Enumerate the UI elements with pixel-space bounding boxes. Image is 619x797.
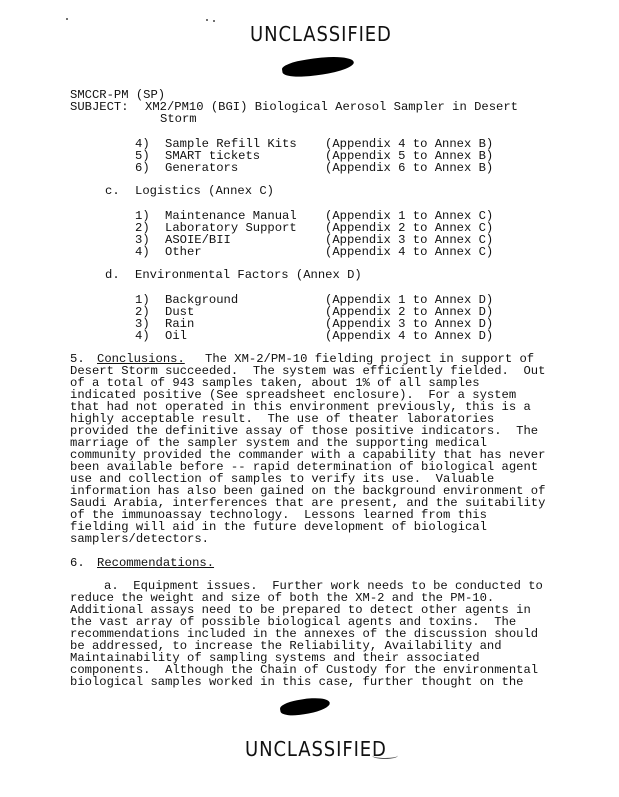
list-item-number: 2) bbox=[135, 305, 150, 319]
section-c-letter: c. bbox=[105, 184, 120, 198]
para6-line: biological samples worked in this case, further thought on the bbox=[70, 675, 524, 689]
classification-banner-bottom: UNCLASSIFIED bbox=[245, 737, 387, 761]
para5-number: 5. bbox=[70, 352, 85, 366]
para6-line: the vast array of possible biological agents and toxins. The bbox=[70, 615, 517, 629]
office-symbol: SMCCR-PM (SP) bbox=[70, 88, 166, 102]
list-item-reference: (Appendix 6 to Annex B) bbox=[325, 161, 494, 175]
para6-line: Maintainability of sampling systems and their associated bbox=[70, 651, 480, 665]
subject-label: SUBJECT: bbox=[70, 100, 129, 114]
list-item-label: Oil bbox=[165, 329, 187, 343]
para5-line: Saudi Arabia, interferences that are present, and the suitability bbox=[70, 496, 546, 510]
list-item-number: 5) bbox=[135, 149, 150, 163]
redaction-mark-bottom bbox=[279, 695, 331, 718]
list-item-reference: (Appendix 2 to Annex D) bbox=[325, 305, 494, 319]
scan-speck bbox=[213, 20, 215, 22]
list-item-number: 3) bbox=[135, 317, 150, 331]
list-item-label: Laboratory Support bbox=[165, 221, 297, 235]
list-item-reference: (Appendix 4 to Annex D) bbox=[325, 329, 494, 343]
para5-line: provided the definitive assay of those positive indicators. The bbox=[70, 424, 539, 438]
para6-sub-a-first-line: a. Equipment issues. Further work needs to be conducted to bbox=[104, 579, 543, 593]
para5-line: highly acceptable result. The use of theater laboratories bbox=[70, 412, 495, 426]
para6-heading: Recommendations. bbox=[97, 556, 215, 570]
para5-line: of the immunoassay technology. Lessons learned from this bbox=[70, 508, 487, 522]
list-item-number: 1) bbox=[135, 209, 150, 223]
subject-line-2: Storm bbox=[160, 112, 197, 126]
list-item-reference: (Appendix 4 to Annex C) bbox=[325, 245, 494, 259]
section-d-title: Environmental Factors (Annex D) bbox=[135, 268, 362, 282]
list-item-label: Generators bbox=[165, 161, 239, 175]
list-item-number: 4) bbox=[135, 137, 150, 151]
para5-heading: Conclusions. bbox=[97, 352, 185, 366]
list-item-reference: (Appendix 1 to Annex D) bbox=[325, 293, 494, 307]
list-item-label: Background bbox=[165, 293, 239, 307]
para5-line: samplers/detectors. bbox=[70, 532, 209, 546]
para5-line: of a total of 943 samples taken, about 1% of all samples bbox=[70, 376, 480, 390]
para5-line: that had not operated in this environment previously, this is a bbox=[70, 400, 531, 414]
list-item-number: 2) bbox=[135, 221, 150, 235]
list-item-label: ASOIE/BII bbox=[165, 233, 231, 247]
list-item-reference: (Appendix 3 to Annex D) bbox=[325, 317, 494, 331]
scan-speck bbox=[206, 19, 208, 21]
para5-line: community provided the commander with a capability that has never bbox=[70, 448, 546, 462]
list-item-number: 1) bbox=[135, 293, 150, 307]
para6-number: 6. bbox=[70, 556, 85, 570]
para6-line: reduce the weight and size of both the XM-2 and the PM-10. bbox=[70, 591, 495, 605]
scan-speck bbox=[66, 18, 68, 20]
para5-line: use and collection of samples to verify its use. Valuable bbox=[70, 472, 495, 486]
section-d-letter: d. bbox=[105, 268, 120, 282]
para6-line: components. Although the Chain of Custody for the environmental bbox=[70, 663, 539, 677]
list-item-label: SMART tickets bbox=[165, 149, 261, 163]
para5-line: information has also been gained on the background environment of bbox=[70, 484, 546, 498]
list-item-label: Sample Refill Kits bbox=[165, 137, 297, 151]
list-item-reference: (Appendix 1 to Annex C) bbox=[325, 209, 494, 223]
list-item-reference: (Appendix 3 to Annex C) bbox=[325, 233, 494, 247]
scan-squiggle bbox=[372, 752, 398, 759]
para6-line: recommendations included in the annexes of the discussion should bbox=[70, 627, 539, 641]
list-item-reference: (Appendix 5 to Annex B) bbox=[325, 149, 494, 163]
para5-line: been available before -- rapid determination of biological agent bbox=[70, 460, 539, 474]
subject-line-1: XM2/PM10 (BGI) Biological Aerosol Sampler in Desert bbox=[145, 100, 518, 114]
list-item-label: Dust bbox=[165, 305, 195, 319]
para5-line: fielding will aid in the future development of biological bbox=[70, 520, 487, 534]
list-item-label: Other bbox=[165, 245, 202, 259]
section-c-title: Logistics (Annex C) bbox=[135, 184, 274, 198]
para6-line: Additional assays need to be prepared to detect other agents in bbox=[70, 603, 531, 617]
classification-banner-top: UNCLASSIFIED bbox=[250, 22, 392, 46]
list-item-reference: (Appendix 4 to Annex B) bbox=[325, 137, 494, 151]
list-item-number: 4) bbox=[135, 329, 150, 343]
para5-first-line: The XM-2/PM-10 fielding project in support of bbox=[205, 352, 535, 366]
list-item-label: Maintenance Manual bbox=[165, 209, 297, 223]
para5-line: marriage of the sampler system and the supporting medical bbox=[70, 436, 487, 450]
para5-line: indicated positive (See spreadsheet enclosure). For a system bbox=[70, 388, 517, 402]
list-item-reference: (Appendix 2 to Annex C) bbox=[325, 221, 494, 235]
para5-line: Desert Storm succeeded. The system was efficiently fielded. Out bbox=[70, 364, 546, 378]
list-item-number: 3) bbox=[135, 233, 150, 247]
list-item-number: 6) bbox=[135, 161, 150, 175]
redaction-mark-top bbox=[281, 53, 355, 80]
para6-line: be addressed, to increase the Reliability, Availability and bbox=[70, 639, 502, 653]
list-item-number: 4) bbox=[135, 245, 150, 259]
list-item-label: Rain bbox=[165, 317, 195, 331]
